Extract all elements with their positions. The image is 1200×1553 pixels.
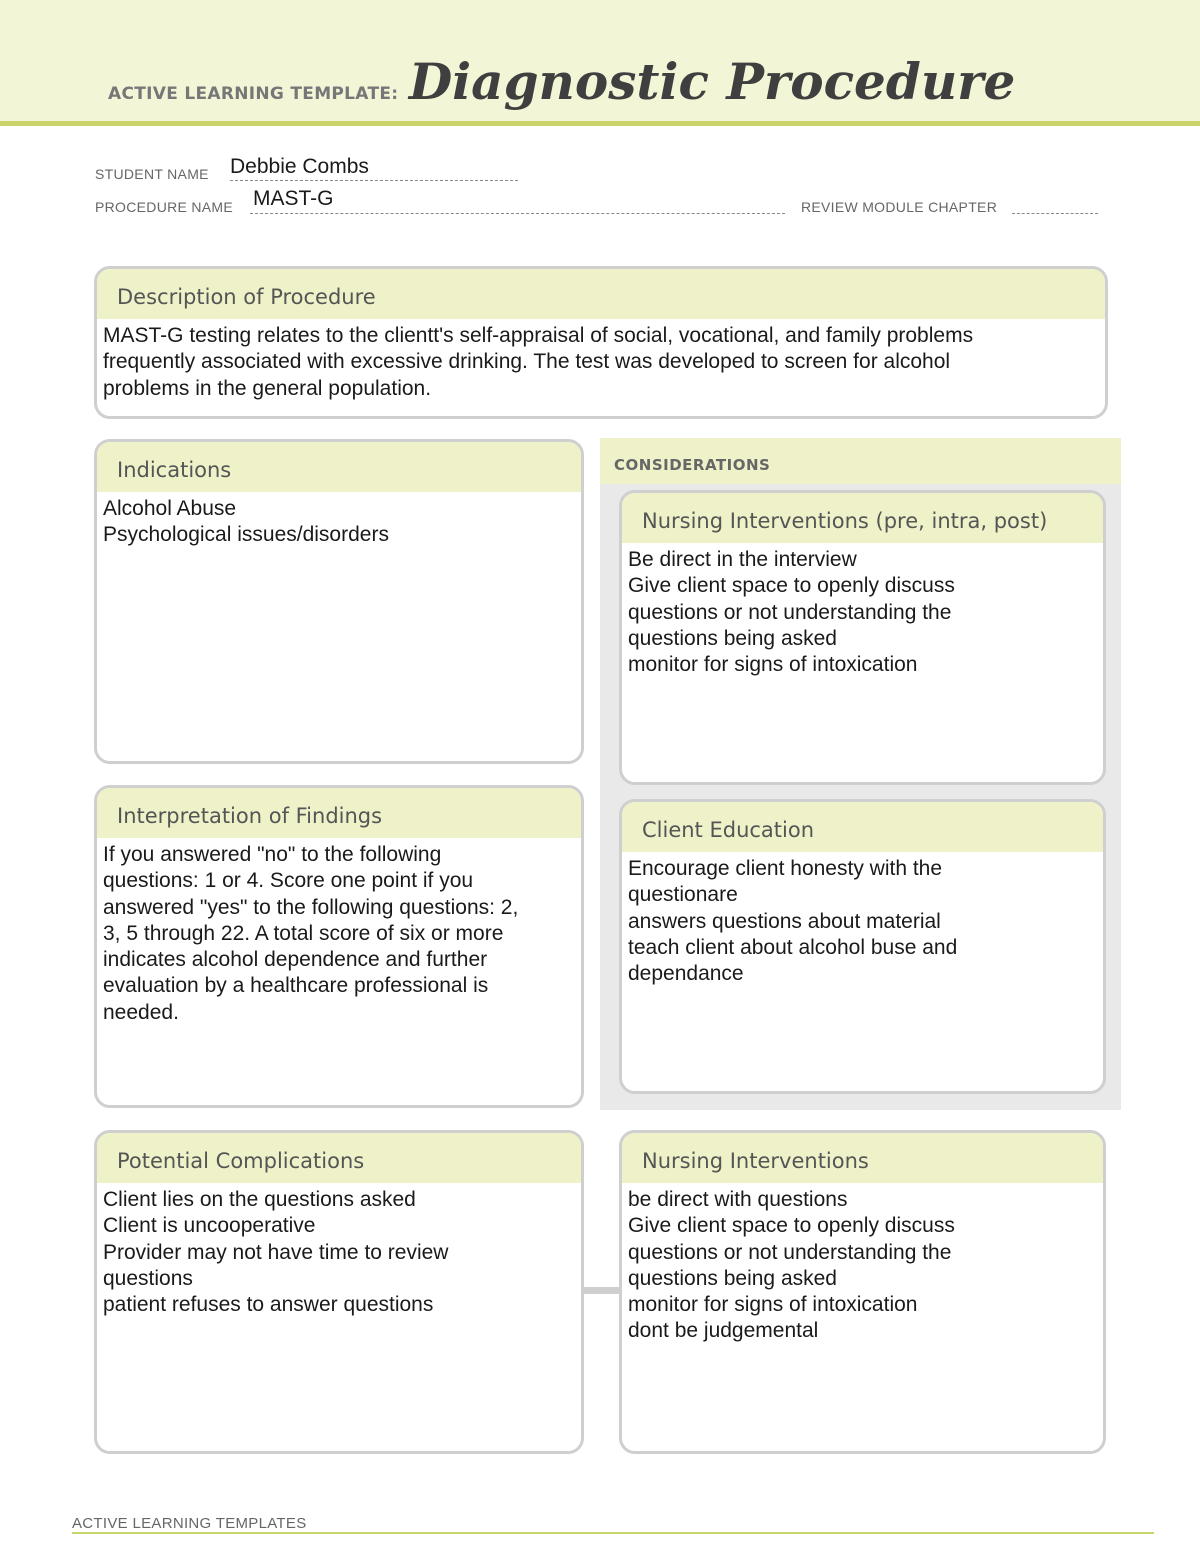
- nursing-interventions-line: questions being asked: [628, 1266, 837, 1290]
- description-box: [94, 266, 1108, 419]
- nursing-interventions-box: [619, 1130, 1106, 1454]
- complications-field[interactable]: [97, 1183, 581, 1318]
- nursing-interventions-line: monitor for signs of intoxication: [628, 1293, 918, 1317]
- client-education-line: answers questions about material: [628, 909, 941, 933]
- interpretation-line: answered "yes" to the following questions: 2,: [103, 895, 519, 919]
- complications-line: Client lies on the questions asked: [103, 1188, 416, 1211]
- procedure-name-field[interactable]: MAST-G: [253, 187, 334, 210]
- description-field[interactable]: [97, 319, 1105, 402]
- considerations-title: CONSIDERATIONS: [614, 456, 771, 474]
- interpretation-box: [94, 785, 584, 1108]
- student-name-line: [230, 180, 518, 181]
- nursing-interventions-line: questions or not understanding the: [628, 1240, 952, 1264]
- interpretation-field[interactable]: [97, 838, 581, 1026]
- indications-title: Indications: [97, 442, 581, 492]
- footer-text: ACTIVE LEARNING TEMPLATES: [72, 1515, 307, 1532]
- complications-line: patient refuses to answer questions: [103, 1293, 434, 1317]
- box-connector: [583, 1287, 621, 1294]
- description-title: Description of Procedure: [97, 269, 1105, 319]
- template-prefix: ACTIVE LEARNING TEMPLATE:: [108, 84, 399, 104]
- complications-line: Provider may not have time to review: [103, 1240, 449, 1264]
- client-education-line: questionare: [628, 883, 738, 907]
- nursing-interventions-line: be direct with questions: [628, 1188, 848, 1211]
- nursing-interventions-line: dont be judgemental: [628, 1319, 819, 1343]
- student-name-label: STUDENT NAME: [95, 166, 209, 182]
- student-name-field[interactable]: Debbie Combs: [230, 155, 369, 178]
- nursing-interventions-ppp-line: Give client space to openly discuss: [628, 574, 955, 598]
- nursing-interventions-ppp-line: monitor for signs of intoxication: [628, 653, 918, 677]
- client-education-line: teach client about alcohol buse and: [628, 935, 958, 959]
- nursing-interventions-ppp-line: questions being asked: [628, 626, 837, 650]
- nursing-interventions-ppp-line: questions or not understanding the: [628, 600, 952, 624]
- nursing-interventions-ppp-box: [619, 490, 1106, 785]
- client-education-field[interactable]: [622, 852, 1103, 987]
- indications-field[interactable]: [97, 492, 581, 549]
- interpretation-line: indicates alcohol dependence and further: [103, 948, 488, 972]
- nursing-interventions-ppp-title: Nursing Interventions (pre, intra, post): [622, 493, 1103, 543]
- page-title: [108, 52, 1015, 111]
- description-line: problems in the general population.: [103, 376, 432, 400]
- interpretation-title: Interpretation of Findings: [97, 788, 581, 838]
- client-education-box: [619, 799, 1106, 1094]
- interpretation-line: evaluation by a healthcare professional is: [103, 974, 489, 998]
- client-education-line: dependance: [628, 962, 744, 986]
- nursing-interventions-line: Give client space to openly discuss: [628, 1214, 955, 1238]
- review-module-label: REVIEW MODULE CHAPTER: [801, 199, 998, 215]
- review-module-field[interactable]: [1012, 213, 1098, 214]
- complications-line: Client is uncooperative: [103, 1214, 316, 1238]
- template-title: Diagnostic Procedure: [408, 52, 1016, 111]
- procedure-name-label: PROCEDURE NAME: [95, 199, 233, 215]
- nursing-interventions-field[interactable]: [622, 1183, 1103, 1345]
- indications-line: Psychological issues/disorders: [103, 523, 389, 547]
- client-education-line: Encourage client honesty with the: [628, 857, 943, 880]
- interpretation-line: If you answered "no" to the following: [103, 843, 442, 866]
- indications-line: Alcohol Abuse: [103, 497, 237, 520]
- procedure-name-line: [250, 213, 785, 214]
- client-education-title: Client Education: [622, 802, 1103, 852]
- description-line: frequently associated with excessive drinking. The test was developed to screen for alcohol: [103, 350, 951, 374]
- interpretation-line: needed.: [103, 1000, 179, 1024]
- header-rule: [0, 121, 1200, 126]
- complications-line: questions: [103, 1266, 193, 1290]
- nursing-interventions-title: Nursing Interventions: [622, 1133, 1103, 1183]
- complications-box: [94, 1130, 584, 1454]
- interpretation-line: 3, 5 through 22. A total score of six or more: [103, 921, 504, 945]
- indications-box: [94, 439, 584, 764]
- nursing-interventions-ppp-field[interactable]: [622, 543, 1103, 678]
- interpretation-line: questions: 1 or 4. Score one point if you: [103, 869, 474, 893]
- footer-rule: [72, 1532, 1154, 1534]
- nursing-interventions-ppp-line: Be direct in the interview: [628, 548, 857, 571]
- complications-title: Potential Complications: [97, 1133, 581, 1183]
- description-line: MAST-G testing relates to the clientt's self-appraisal of social, vocational, and family problems: [103, 324, 974, 347]
